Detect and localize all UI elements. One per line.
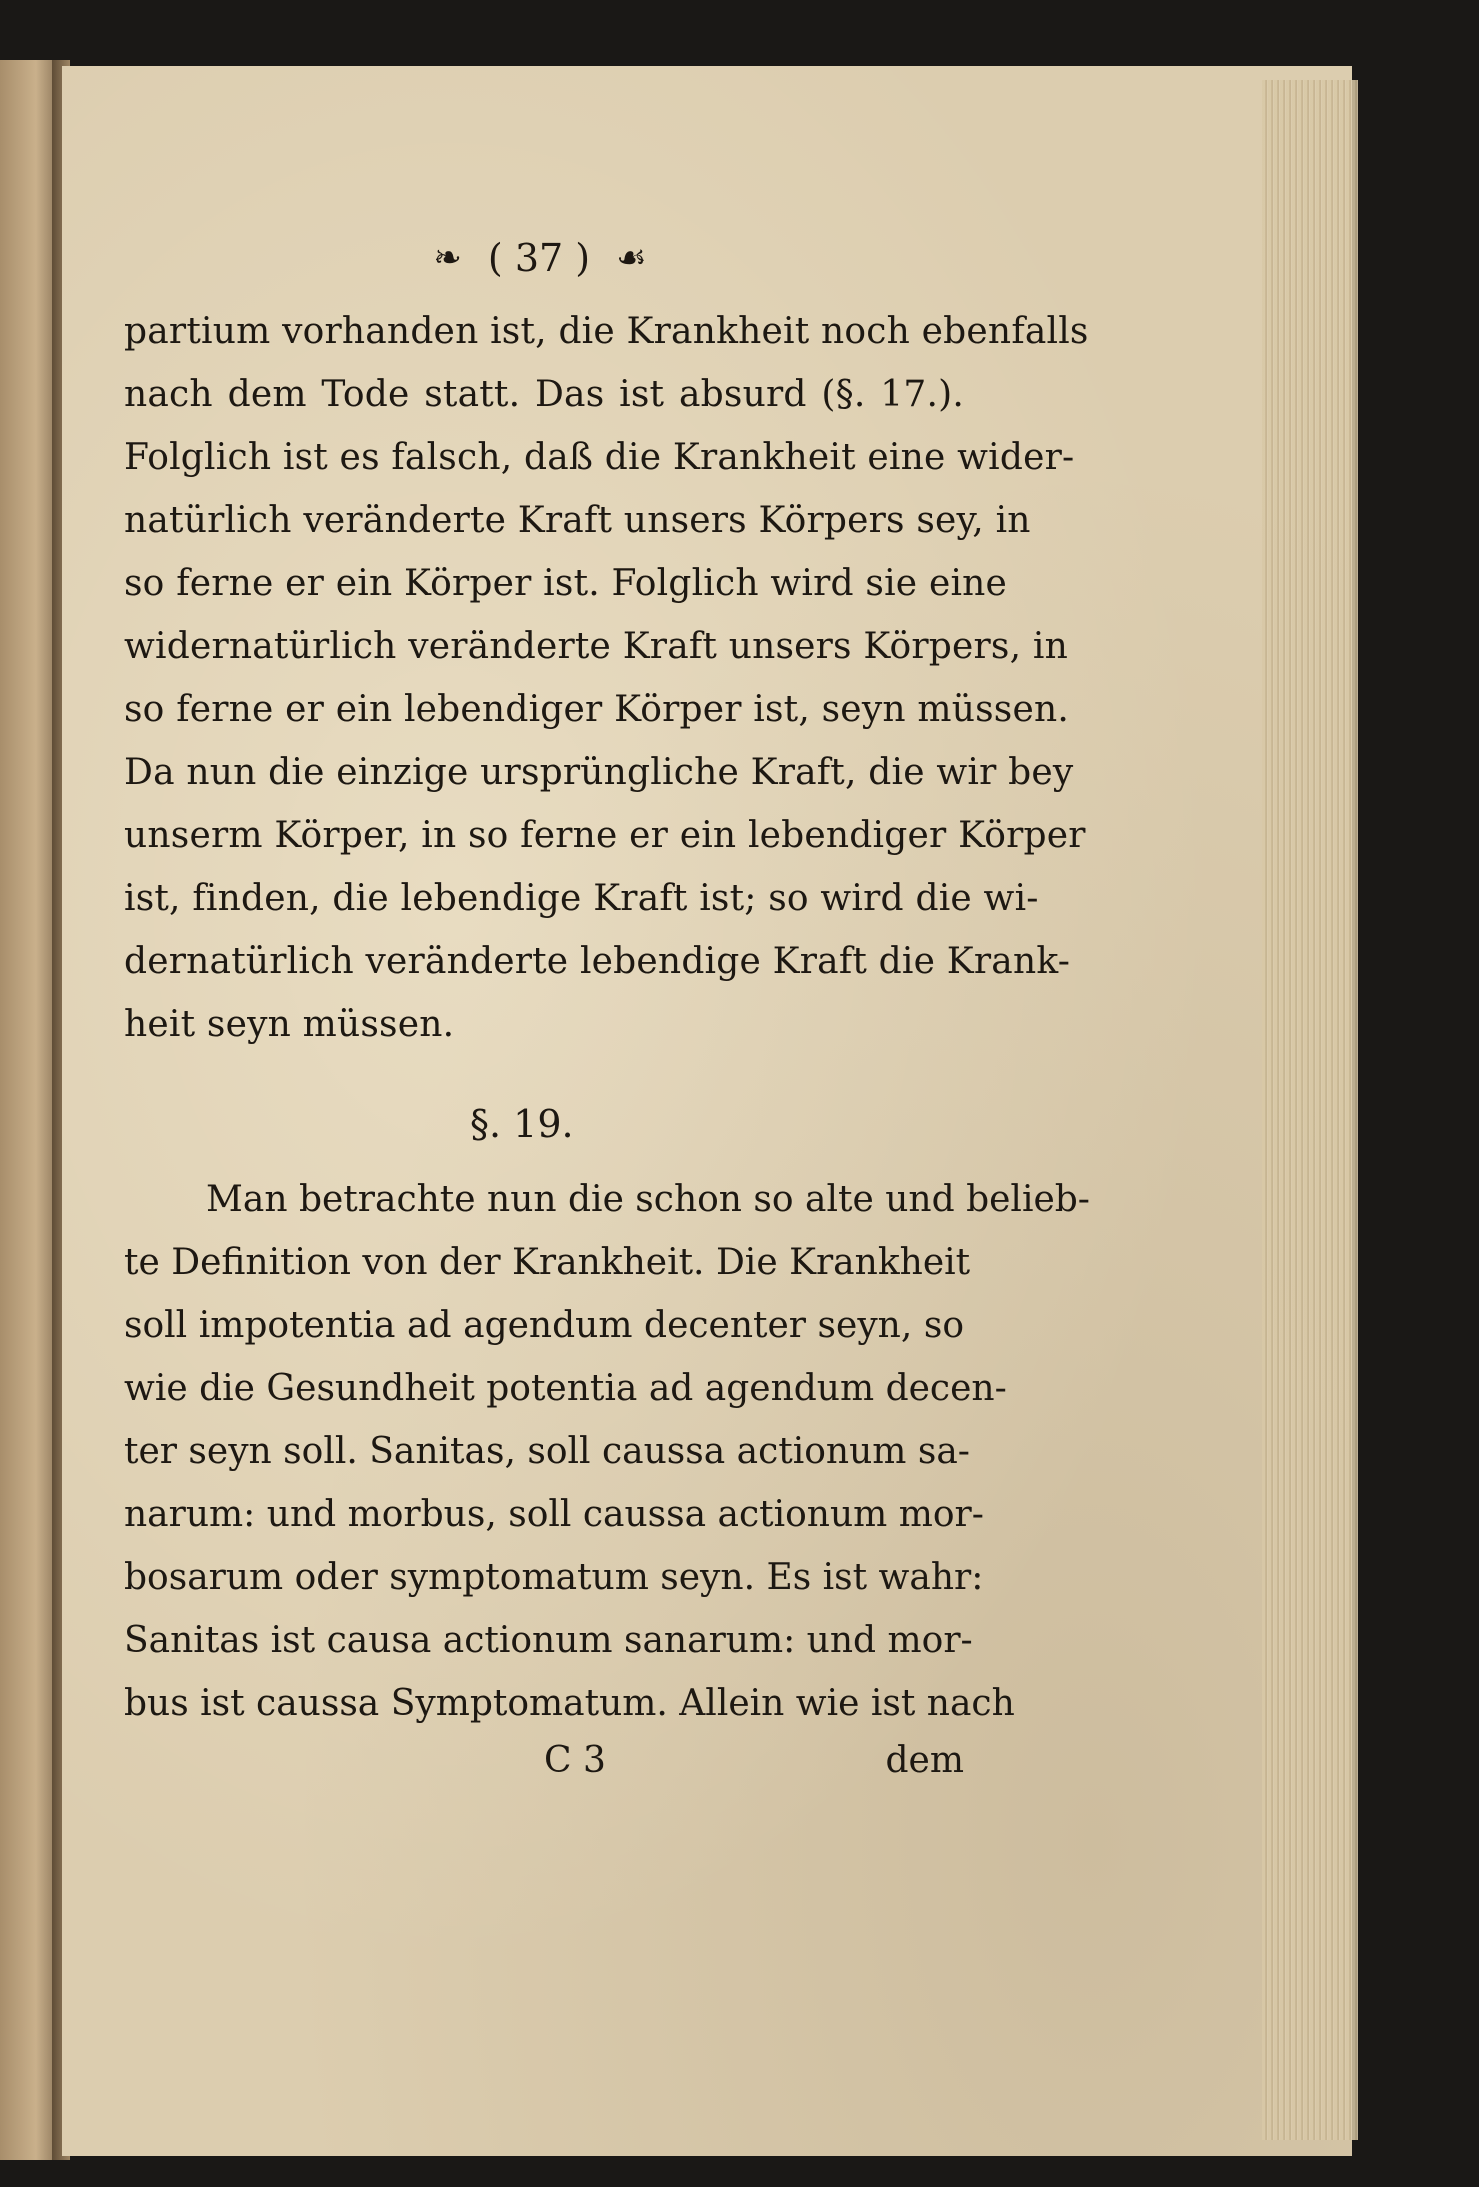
- text-line: Da nun die einzige ursprüngliche Kraft, die wir bey: [124, 752, 1074, 793]
- page-number: ( 37 ): [487, 236, 591, 280]
- page-header: [360, 228, 720, 288]
- text-line: te Definition von der Krankheit. Die Krankheit: [124, 1242, 971, 1283]
- ornament-left-icon: ❧: [433, 238, 462, 278]
- paragraph-2: [124, 1168, 1090, 1735]
- adjacent-page-edge: [0, 60, 60, 2160]
- signature-mark: C 3: [544, 1740, 606, 1781]
- text-line: natürlich veränderte Kraft unsers Körpers sey, in: [124, 500, 1031, 541]
- text-line: ist, finden, die lebendige Kraft ist; so wird die wi-: [124, 878, 1039, 919]
- catchword: dem: [885, 1740, 964, 1781]
- text-line: Folglich ist es falsch, daß die Krankheit eine wider-: [124, 437, 1075, 478]
- section-heading: §. 19.: [470, 1102, 574, 1146]
- text-line: so ferne er ein lebendiger Körper ist, seyn müssen.: [124, 689, 1069, 730]
- text-line: dernatürlich veränderte lebendige Kraft die Krank-: [124, 941, 1071, 982]
- text-line: heit seyn müssen.: [124, 1004, 455, 1045]
- text-line: wie die Gesundheit potentia ad agendum decen-: [124, 1368, 1007, 1409]
- page-footer: [124, 1728, 964, 1794]
- text-line: unserm Körper, in so ferne er ein lebendiger Körper: [124, 815, 1086, 856]
- text-line: Man betrachte nun die schon so alte und belieb-: [206, 1179, 1090, 1220]
- text-line: bosarum oder symptomatum seyn. Es ist wahr:: [124, 1557, 984, 1598]
- text-line: narum: und morbus, soll caussa actionum mor-: [124, 1494, 984, 1535]
- text-line: nach dem Tode statt. Das ist absurd (§. 17.).: [124, 374, 964, 415]
- text-line: so ferne er ein Körper ist. Folglich wird sie eine: [124, 563, 1008, 604]
- text-line: ter seyn soll. Sanitas, soll caussa actionum sa-: [124, 1431, 970, 1472]
- text-line: widernatürlich veränderte Kraft unsers Körpers, in: [124, 626, 1068, 667]
- ornament-right-icon: ☙: [616, 238, 647, 278]
- text-line: soll impotentia ad agendum decenter seyn, so: [124, 1305, 964, 1346]
- text-line: bus ist caussa Symptomatum. Allein wie ist nach: [124, 1683, 1015, 1724]
- paragraph-1: [124, 300, 1089, 1056]
- text-line: partium vorhanden ist, die Krankheit noch ebenfalls: [124, 311, 1089, 352]
- page-stack-edge: [1262, 80, 1358, 2140]
- text-line: Sanitas ist causa actionum sanarum: und mor-: [124, 1620, 973, 1661]
